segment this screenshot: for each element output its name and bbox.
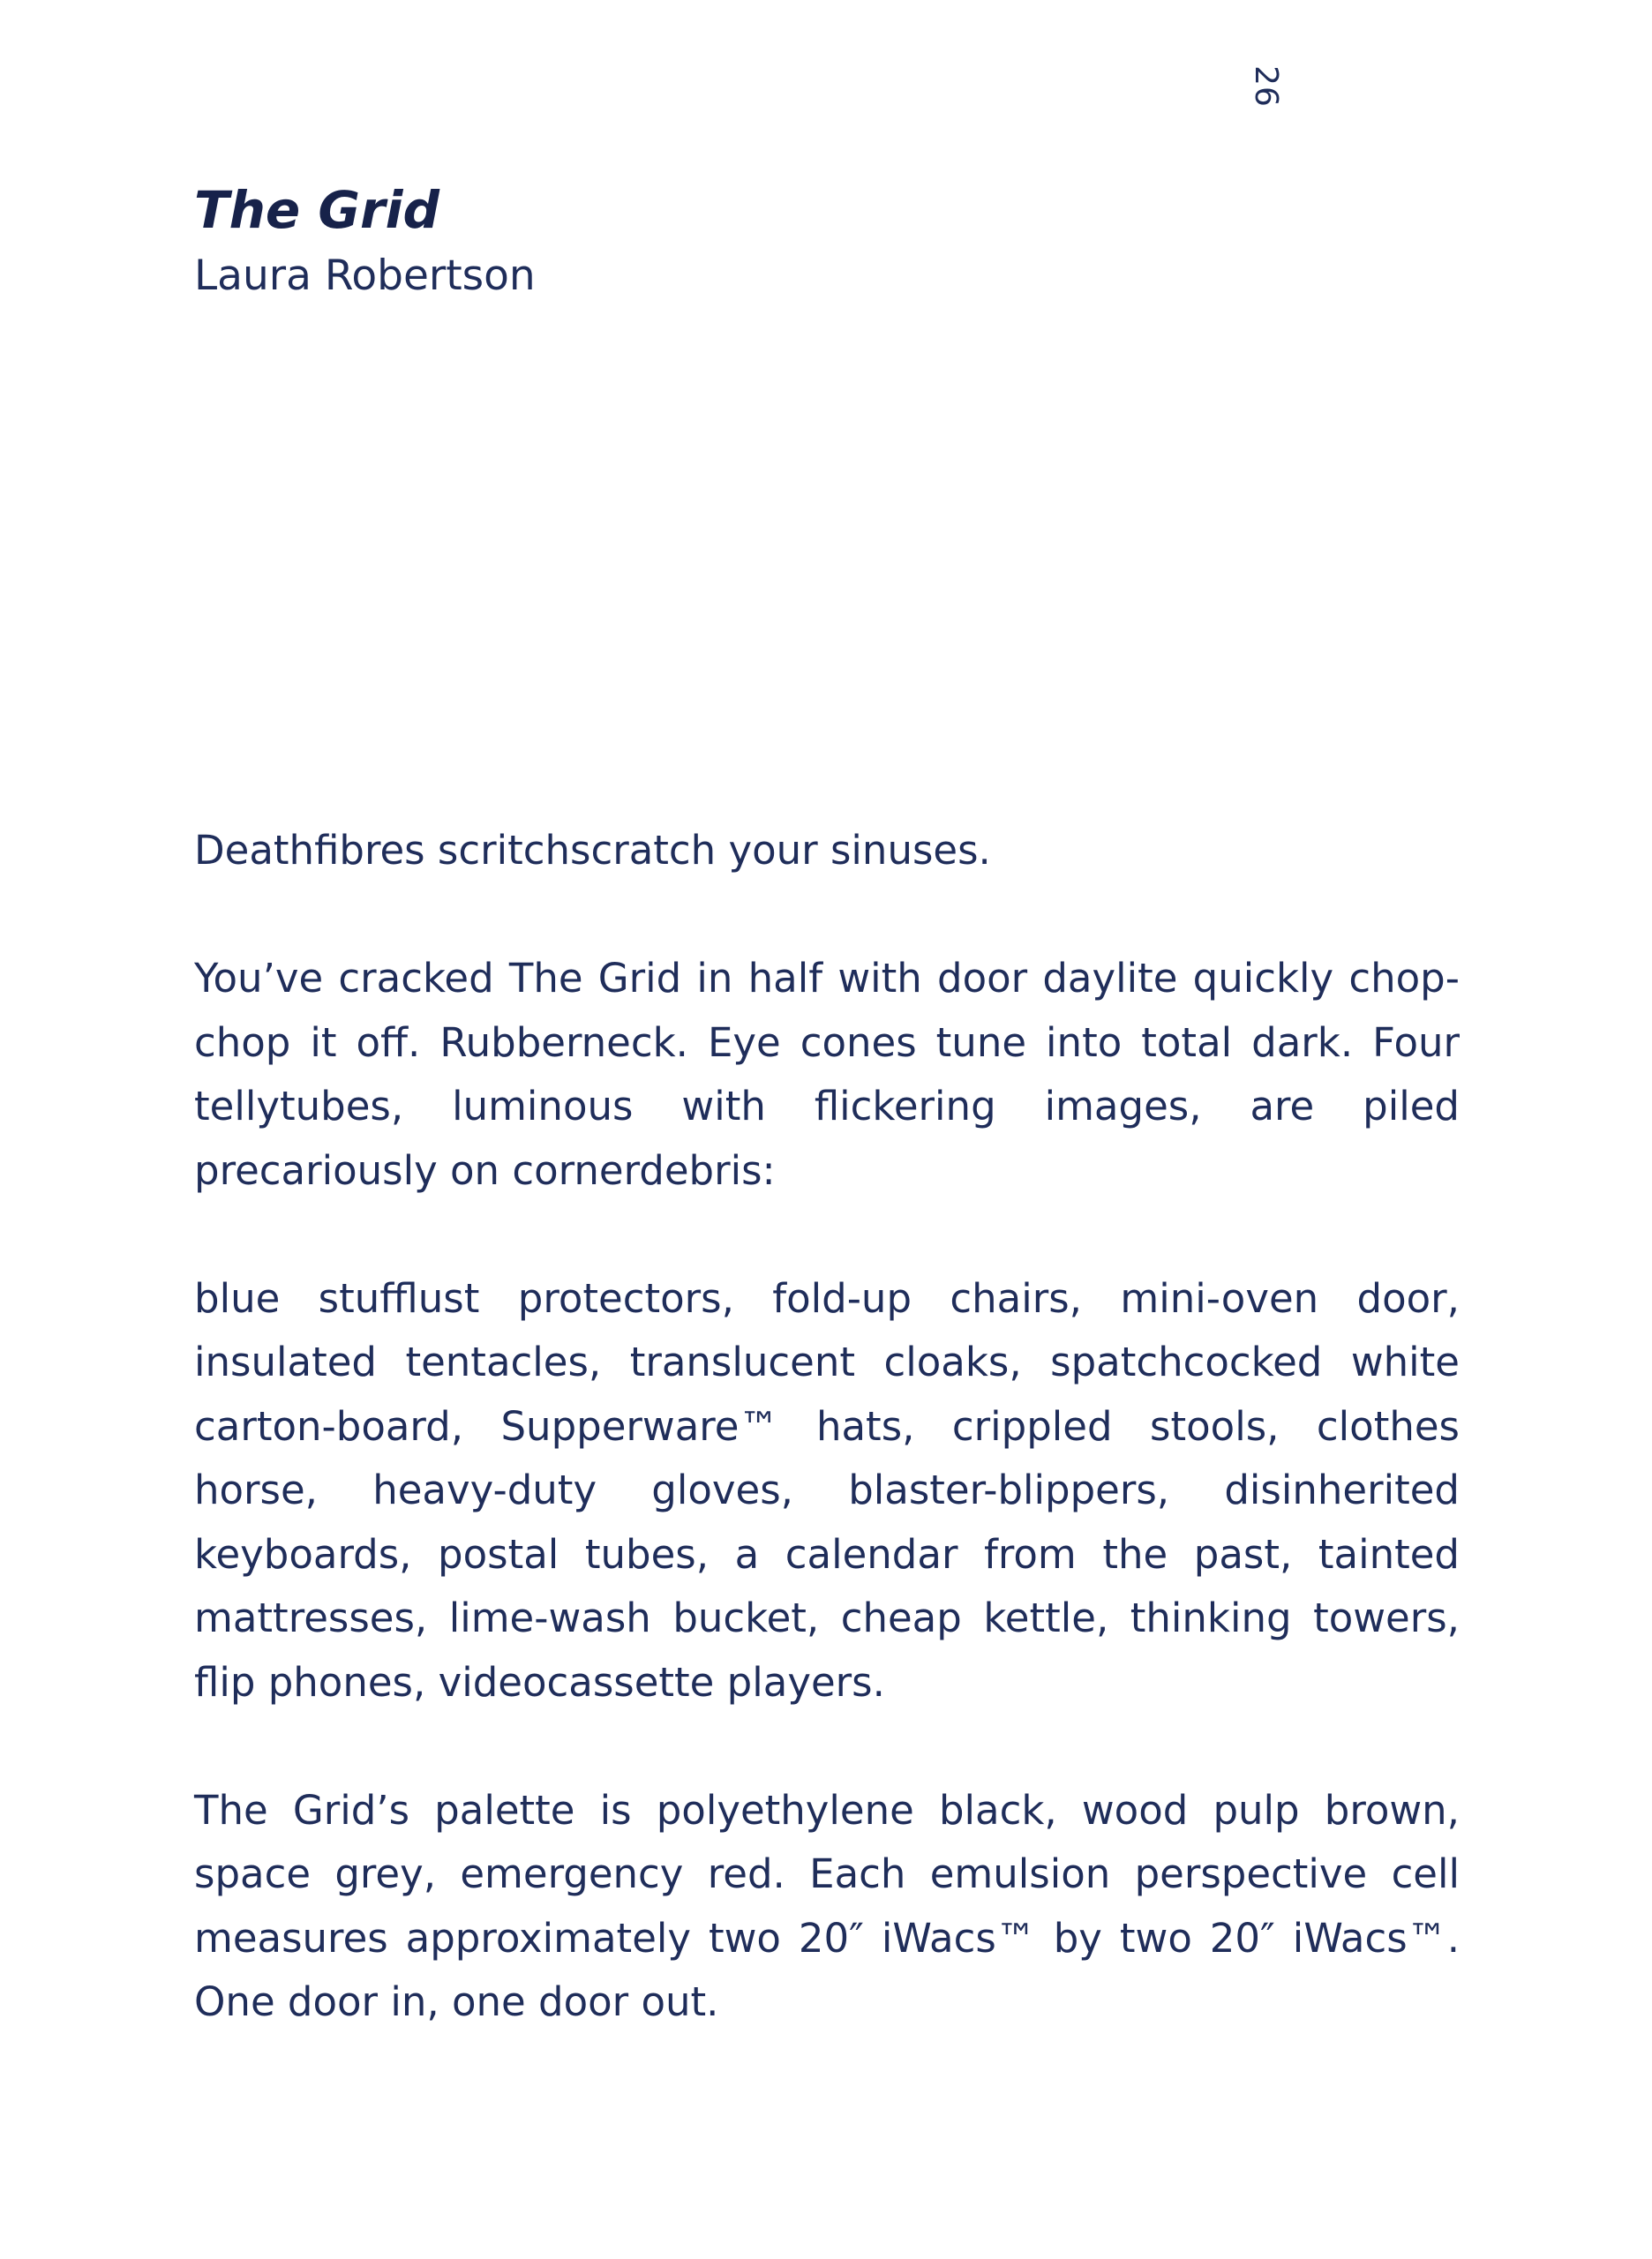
paragraph-2: You’ve cracked The Grid in half with door daylite quickly chop-chop it off. Rubberneck. Eye cones tune into total dark. Four tellytubes, luminous with flickering images, are piled precariously on cornerdebris: <box>194 955 1460 1194</box>
body-text <box>194 819 1460 2035</box>
page-number: 26 <box>1248 65 1284 108</box>
paragraph-4: The Grid’s palette is polyethylene black, wood pulp brown, space grey, emergency red. Each emulsion perspective cell measures approximately two 20″ iWacs™ by two 20″ iWacs™. One door in, one door out. <box>194 1786 1460 2025</box>
paragraph-1: Deathfibres scritchscratch your sinuses. <box>194 827 991 874</box>
paragraph-3: blue stufflust protectors, fold-up chairs, mini-oven door, insulated tentacles, translucent cloaks, spatchcocked white carton-board, Supperware™ hats, crippled stools, clothes horse, heavy-duty gloves, blaster-blippers, disinherited keyboards, postal tubes, a calendar from the past, tainted mattresses, lime-wash bucket, cheap kettle, thinking towers, flip phones, videocassette players. <box>194 1274 1460 1706</box>
author-name: Laura Robertson <box>194 251 536 300</box>
page-title: The Grid <box>194 180 439 240</box>
